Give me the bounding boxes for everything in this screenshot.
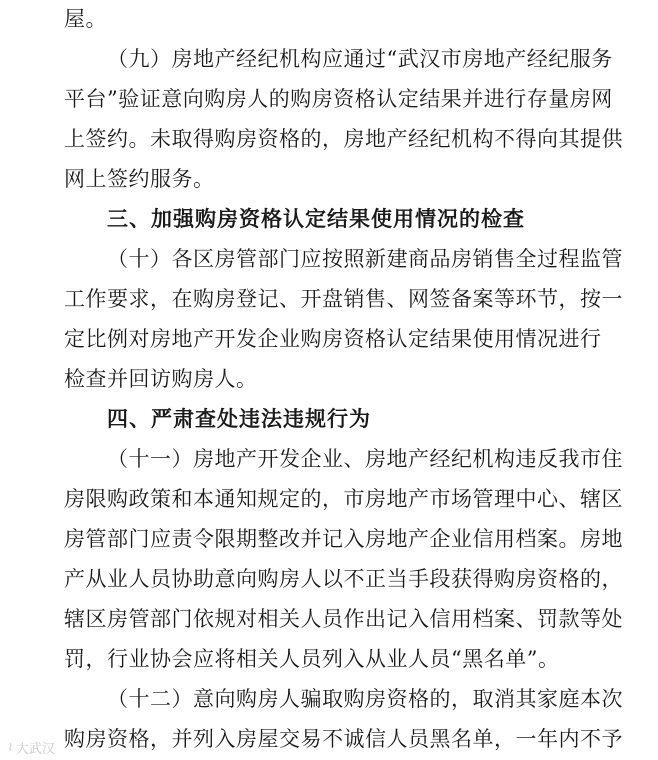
watermark-text: 大武汉 <box>15 742 55 757</box>
paragraph-11-line: 罚，行业协会应将相关人员列入从业人员“黑名单”。 <box>64 647 560 671</box>
paragraph-11-line: 房管部门应责令限期整改并记入房地产企业信用档案。房地 <box>64 527 623 551</box>
section-heading-4: 四、严肃查处违法违规行为 <box>107 407 371 431</box>
paragraph-9-line: 网上签约服务。 <box>64 167 215 191</box>
swirl-logo-icon: ≀ <box>8 740 13 755</box>
paragraph-12-line: 购房资格，并列入房屋交易不诚信人员黑名单，一年内不予 <box>64 727 623 751</box>
paragraph-10-line: 定比例对房地产开发企业购房资格认定结果使用情况进行 <box>64 327 602 351</box>
paragraph-12-line: （十二）意向购房人骗取购房资格的，取消其家庭本次 <box>107 687 623 711</box>
paragraph-11-line: 房限购政策和本通知规定的，市房地产市场管理中心、辖区 <box>64 487 623 511</box>
paragraph-11-line: 辖区房管部门依规对相关人员作出记入信用档案、罚款等处 <box>64 607 623 631</box>
paragraph-9-line: 平台”验证意向购房人的购房资格认定结果并进行存量房网 <box>64 87 613 111</box>
paragraph-10-line: 工作要求，在购房登记、开盘销售、网签备案等环节，按一 <box>64 287 623 311</box>
paragraph-10-line: 检查并回访购房人。 <box>64 367 258 391</box>
paragraph-10-line: （十）各区房管部门应按照新建商品房销售全过程监管 <box>107 247 623 271</box>
paragraph-9-line: 上签约。未取得购房资格的，房地产经纪机构不得向其提供 <box>64 127 623 151</box>
watermark <box>8 738 55 757</box>
section-heading-3: 三、加强购房资格认定结果使用情况的检查 <box>107 207 525 231</box>
paragraph-11-line: 产从业人员协助意向购房人以不正当手段获得购房资格的， <box>64 567 623 591</box>
paragraph-11-line: （十一）房地产开发企业、房地产经纪机构违反我市住 <box>107 447 623 471</box>
paragraph-9-line: （九）房地产经纪机构应通过“武汉市房地产经纪服务 <box>107 47 613 71</box>
paragraph-line: 屋。 <box>64 7 107 31</box>
